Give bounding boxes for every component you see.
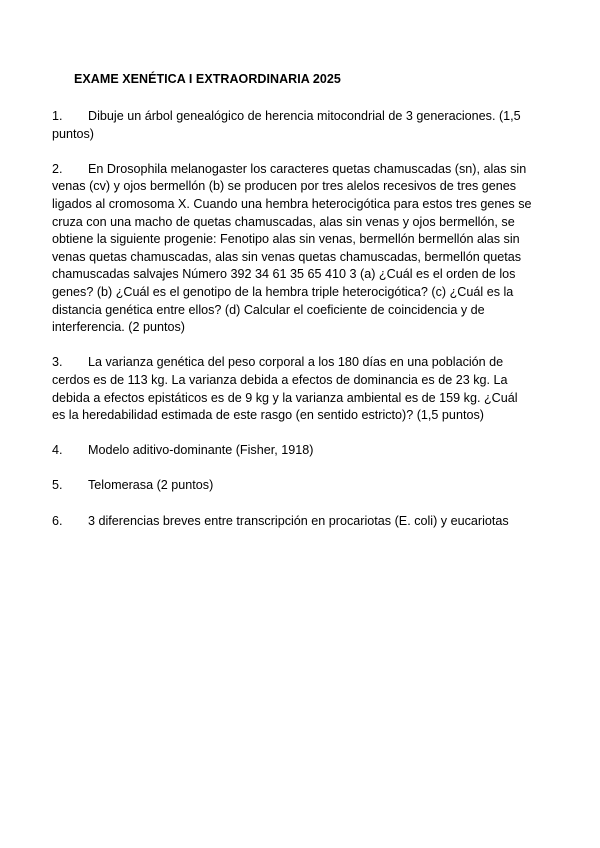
question-number: 2. — [52, 161, 63, 176]
question-text: La varianza genética del peso corporal a los 180 días en una población de cerdos es de 113 kg. La varianza debida a efectos de dominancia es de 23 kg. La debida a efectos epistáticos es de 9 kg y la varianza ambiental es de 159 kg. ¿Cuál es la heredabilidad estimada de este rasgo (en sentido estricto)? (1,5 puntos) — [52, 355, 518, 423]
question-text: Modelo aditivo-dominante (Fisher, 1918) — [88, 443, 314, 458]
question-number: 3. — [52, 355, 63, 370]
question-2 — [52, 161, 532, 337]
question-5 — [52, 477, 532, 495]
exam-title: EXAME XENÉTICA I EXTRAORDINARIA 2025 — [74, 72, 341, 86]
question-text: En Drosophila melanogaster los caracteres quetas chamuscadas (sn), alas sin venas (cv) y ojos bermellón (b) se producen por tres alelos recesivos de tres genes ligados al cromosoma X. Cuando una hembra heterocigótica para estos tres genes se cruza con una macho de quetas chamuscadas, alas sin venas y ojos bermellón, se obtiene la siguiente progenie: Fenotipo alas sin venas, bermellón bermellón alas sin venas quetas chamuscadas, alas sin venas quetas chamuscadas, bermellón quetas chamuscadas salvajes Número 392 34 61 35 65 410 3 (a) ¿Cuál es el orden de los genes? (b) ¿Cuál es el genotipo de la hembra triple heterocigótica? (c) ¿Cuál es la distancia genética entre ellos? (d) Calcular el coeficiente de coincidencia y de interferencia. (2 puntos) — [52, 161, 532, 335]
question-number: 6. — [52, 513, 63, 528]
question-4 — [52, 442, 532, 460]
question-1 — [52, 108, 532, 143]
question-number: 4. — [52, 443, 63, 458]
question-text: Dibuje un árbol genealógico de herencia mitocondrial de 3 generaciones. (1,5 puntos) — [52, 109, 521, 141]
question-6 — [52, 513, 532, 531]
question-list — [52, 108, 532, 548]
question-3 — [52, 354, 532, 424]
question-number: 1. — [52, 109, 63, 123]
question-text: Telomerasa (2 puntos) — [88, 478, 214, 493]
question-text: 3 diferencias breves entre transcripción en procariotas (E. coli) y eucariotas — [88, 513, 509, 528]
question-number: 5. — [52, 478, 63, 493]
